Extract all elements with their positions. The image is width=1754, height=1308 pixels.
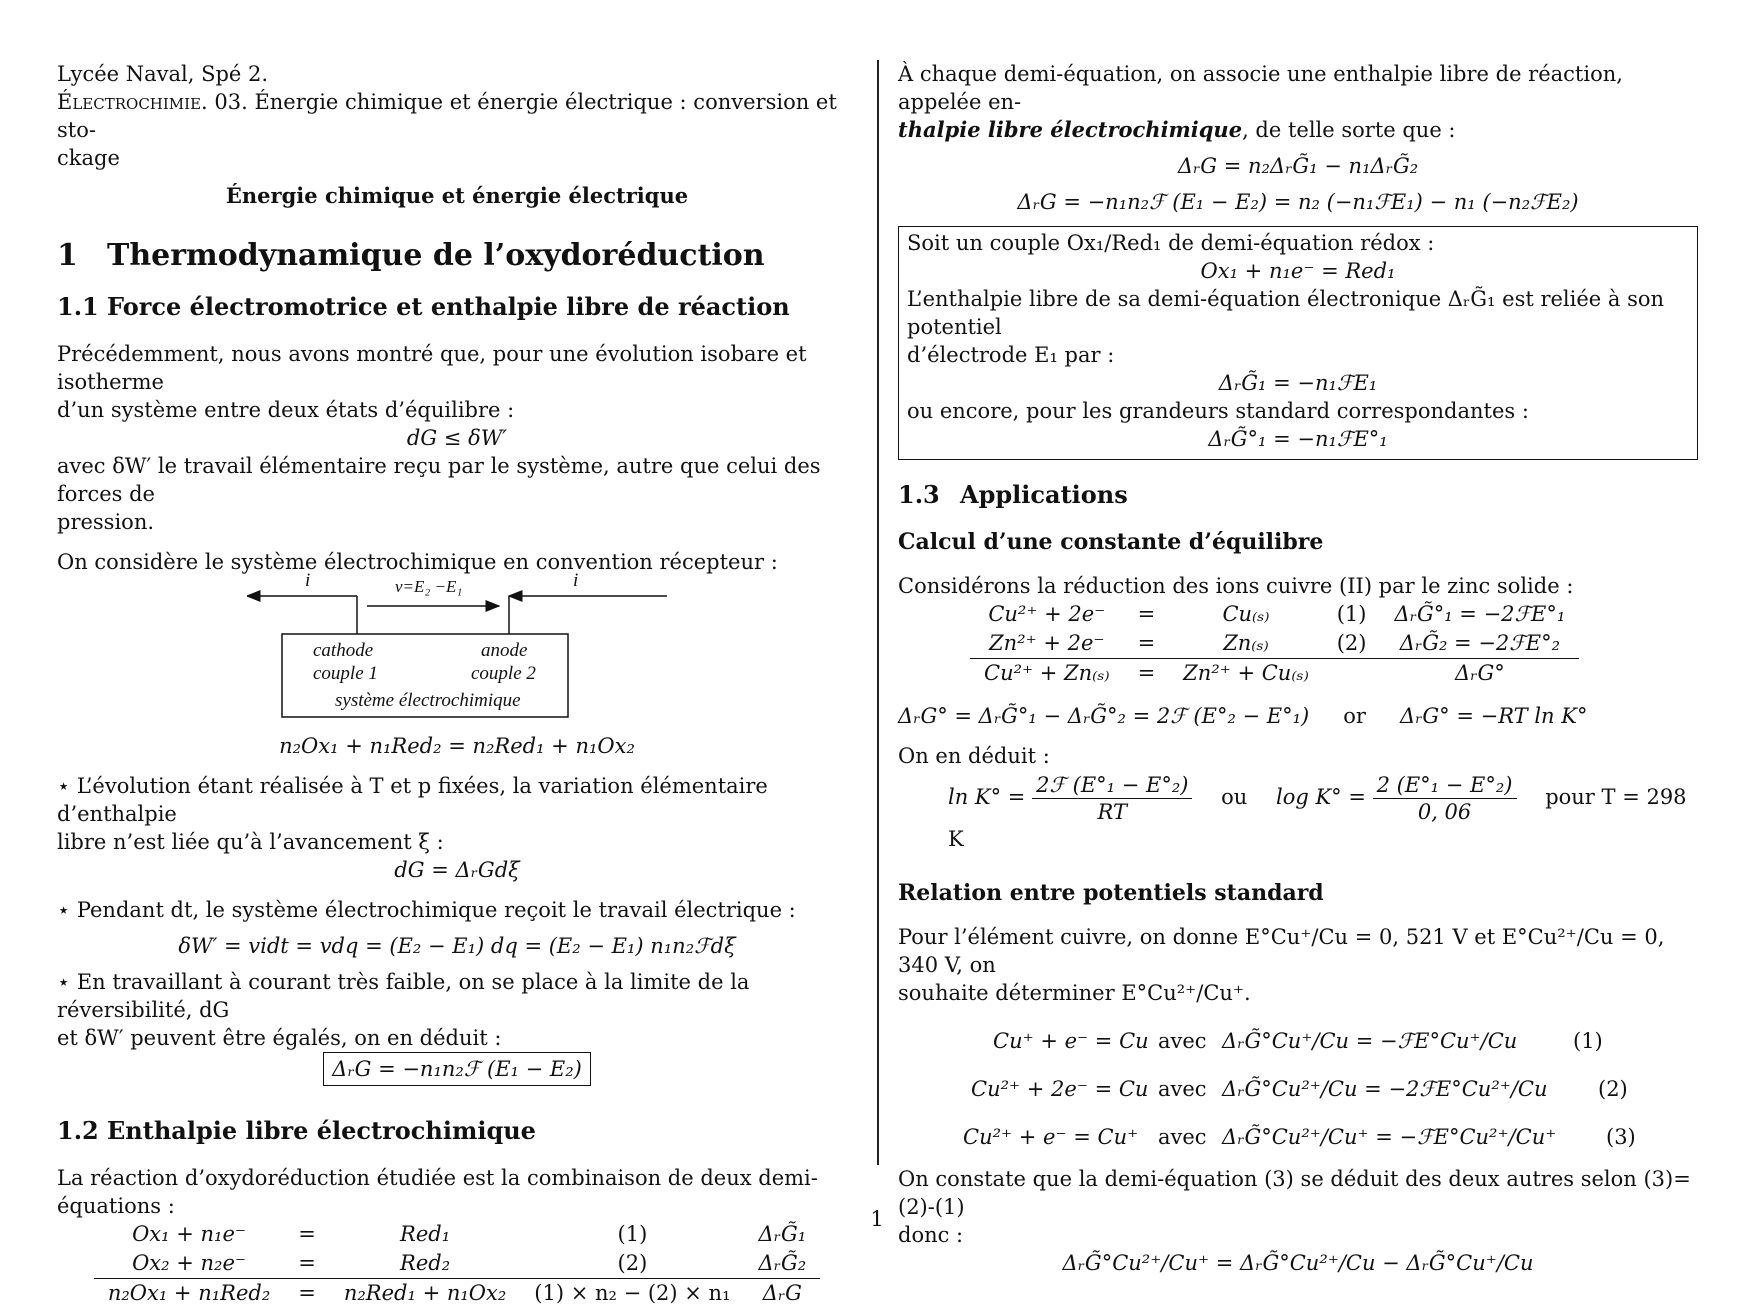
current-label-left: i [305, 570, 310, 592]
cu-eq-2: Cu²⁺ + 2e⁻ = Cu [971, 1075, 1148, 1103]
equation-dG: dG ≤ δW′ [57, 424, 857, 452]
logK-numerator: 2 (E°₁ − E°₂) [1373, 772, 1517, 799]
subsection-potentials: Relation entre potentiels standard [898, 879, 1698, 907]
bullet-3-line-2: et δW′ peuvent être égalés, on en déduit : [57, 1024, 857, 1052]
box-equation: ΔᵣG̃₁ = −n₁ℱE₁ [907, 369, 1689, 397]
equation-r2: ΔᵣG = −n₁n₂ℱ (E₁ − E₂) = n₂ (−n₁ℱE₁) − n₁ (−n₂ℱE₂) [898, 188, 1698, 216]
table-cell: ΔᵣG̃₁ [745, 1220, 821, 1249]
cu-eq-3-number: (3) [1606, 1123, 1636, 1151]
right-column [898, 60, 1698, 1277]
table-row [970, 629, 1579, 659]
table-cell: ΔᵣG [745, 1279, 821, 1308]
table-cell: = [1124, 600, 1170, 629]
box-line: Soit un couple Ox₁/Red₁ de demi-équation rédox : [907, 229, 1689, 257]
intro-right-line-2 [898, 116, 1698, 144]
logK-denominator: 0, 06 [1373, 799, 1517, 825]
half-equation-table [94, 1220, 820, 1308]
table-cell: (1) × n₂ − (2) × n₁ [520, 1279, 744, 1308]
deduit-label: On en déduit : [898, 742, 1698, 770]
table-cell: n₂Red₁ + n₁Ox₂ [330, 1279, 520, 1308]
current-label-right: i [573, 570, 578, 592]
section-number: 1 [57, 238, 107, 274]
cu-eq-2-number: (2) [1598, 1075, 1628, 1103]
box-equation: Ox₁ + n₁e⁻ = Red₁ [907, 257, 1689, 285]
table-cell: = [1124, 659, 1170, 689]
table-cell: (2) [520, 1249, 744, 1279]
cu-eq-2-g: ΔᵣG̃°Cu²⁺/Cu = −2ℱE°Cu²⁺/Cu [1222, 1075, 1548, 1103]
lnK-denominator: RT [1032, 799, 1192, 825]
table-cell: Zn²⁺ + Cu₍ₛ₎ [1169, 659, 1323, 689]
relation-line-2: souhaite déterminer E°Cu²⁺/Cu⁺. [898, 979, 1698, 1007]
table-row [94, 1279, 820, 1308]
table-cell: ΔᵣG̃₂ = −2ℱE°₂ [1380, 629, 1579, 659]
table-cell: ΔᵣG̃°₁ = −2ℱE°₁ [1380, 600, 1579, 629]
avec-line-2: pression. [57, 508, 857, 536]
couple-1-label: couple 1 [313, 663, 378, 685]
table-cell: Ox₂ + n₂e⁻ [94, 1249, 284, 1279]
avec-line-1: avec δW′ le travail élémentaire reçu par le système, autre que celui des forces de [57, 452, 857, 508]
table-cell: Red₂ [330, 1249, 520, 1279]
column-divider [877, 60, 879, 1165]
table-cell: n₂Ox₁ + n₁Red₂ [94, 1279, 284, 1308]
intro-right-line-1: À chaque demi-équation, on associe une enthalpie libre de réaction, appelée en- [898, 60, 1698, 116]
definition-box [898, 226, 1698, 460]
section-number: 1.2 [57, 1116, 107, 1146]
table-cell: = [284, 1279, 330, 1308]
section-title: Enthalpie libre électrochimique [107, 1116, 536, 1145]
lnK-numerator: 2ℱ (E°₁ − E°₂) [1032, 772, 1192, 799]
table-row [94, 1249, 820, 1279]
intro-line-2: d’un système entre deux états d’équilibre : [57, 396, 857, 424]
equation-dW: δW′ = vidt = vdq = (E₂ − E₁) dq = (E₂ − E₁) n₁n₂ℱdξ [57, 932, 857, 960]
avec-label: avec [1158, 1123, 1207, 1151]
ou-label: ou [1221, 785, 1247, 809]
header-chapter-wrap: ckage [57, 144, 857, 172]
box-equation: ΔᵣG̃°₁ = −n₁ℱE°₁ [907, 425, 1689, 453]
intro-right-rest: , de telle sorte que : [1242, 118, 1455, 142]
table-cell [1323, 659, 1381, 689]
section-number: 1.1 [57, 292, 107, 322]
or-label: or [1343, 704, 1366, 728]
lnK-lhs: ln K° = [948, 785, 1025, 809]
section-title: Thermodynamique de l’oxydoréduction [107, 238, 765, 273]
cu-eq-1-g: ΔᵣG̃°Cu⁺/Cu = −ℱE°Cu⁺/Cu [1222, 1027, 1517, 1055]
table-cell: ΔᵣG̃₂ [745, 1249, 821, 1279]
table-cell: (2) [1323, 629, 1381, 659]
copper-equations [898, 1015, 1698, 1165]
page-number: 1 [0, 1205, 1754, 1233]
lnK-fraction [1032, 772, 1192, 825]
pour-label: pour T = 298 K [948, 785, 1687, 851]
table-cell: = [1124, 629, 1170, 659]
table-cell: = [284, 1220, 330, 1249]
electrochemical-diagram [247, 576, 667, 726]
section-1-3-heading [898, 480, 1698, 510]
equation-dg0-line [898, 702, 1698, 730]
table-cell: = [284, 1249, 330, 1279]
subsection-equilibrium: Calcul d’une constante d’équilibre [898, 528, 1698, 556]
cu-eq-3-g: ΔᵣG̃°Cu²⁺/Cu⁺ = −ℱE°Cu²⁺/Cu⁺ [1222, 1123, 1556, 1151]
box-line: ou encore, pour les grandeurs standard correspondantes : [907, 397, 1689, 425]
document-title: Énergie chimique et énergie électrique [57, 182, 857, 210]
table-cell: Red₁ [330, 1220, 520, 1249]
voltage-label: v=E₂ −E₁ [395, 576, 462, 598]
section-title: Applications [960, 480, 1128, 509]
box-line: L’enthalpie libre de sa demi-équation électronique ΔᵣG̃₁ est reliée à son potentiel [907, 285, 1689, 341]
cu-eq-1-number: (1) [1573, 1027, 1603, 1055]
table-cell: Zn²⁺ + 2e⁻ [970, 629, 1124, 659]
intro-line-1: Précédemment, nous avons montré que, pour une évolution isobare et isotherme [57, 340, 857, 396]
table-row [970, 659, 1579, 689]
cu-eq-1: Cu⁺ + e⁻ = Cu [993, 1027, 1149, 1055]
bullet-1-line-2: libre n’est liée qu’à l’avancement ξ : [57, 828, 857, 856]
equation-reaction: n₂Ox₁ + n₁Red₂ = n₂Red₁ + n₁Ox₂ [57, 732, 857, 760]
section-number: 1.3 [898, 480, 960, 510]
equation-r1: ΔᵣG = n₂ΔᵣG̃₁ − n₁ΔᵣG̃₂ [898, 152, 1698, 180]
chapter-label: Électrochimie [57, 90, 201, 114]
cu-eq-3: Cu²⁺ + e⁻ = Cu⁺ [963, 1123, 1138, 1151]
table-cell: Cu²⁺ + 2e⁻ [970, 600, 1124, 629]
equation-dG-xi: dG = ΔᵣGdξ [57, 856, 857, 884]
relation-line-1: Pour l’élément cuivre, on donne E°Cu⁺/Cu = 0, 521 V et E°Cu²⁺/Cu = 0, 340 V, on [898, 923, 1698, 979]
table-cell: Cu²⁺ + Zn₍ₛ₎ [970, 659, 1124, 689]
equation-final: ΔᵣG̃°Cu²⁺/Cu⁺ = ΔᵣG̃°Cu²⁺/Cu − ΔᵣG̃°Cu⁺/Cu [898, 1249, 1698, 1277]
couple-2-label: couple 2 [471, 663, 536, 685]
box-line: d’électrode E₁ par : [907, 341, 1689, 369]
avec-label: avec [1158, 1027, 1207, 1055]
left-column [57, 60, 857, 1308]
header-chapter [57, 88, 857, 144]
chapter-rest: . 03. Énergie chimique et énergie électrique : conversion et sto- [57, 90, 837, 142]
equilibrium-constants-line [948, 772, 1698, 853]
table-cell: Ox₁ + n₁e⁻ [94, 1220, 284, 1249]
cu-zn-text: Considérons la réduction des ions cuivre (II) par le zinc solide : [898, 572, 1698, 600]
table-cell: (1) [520, 1220, 744, 1249]
section-title: Force électromotrice et enthalpie libre de réaction [107, 292, 790, 321]
bullet-2: ⋆ Pendant dt, le système électrochimique reçoit le travail électrique : [57, 896, 857, 924]
cathode-label: cathode [313, 640, 373, 662]
header-school: Lycée Naval, Spé 2. [57, 60, 857, 88]
table-row [970, 600, 1579, 629]
table-cell: Cu₍ₛ₎ [1169, 600, 1323, 629]
anode-label: anode [481, 640, 527, 662]
system-label: système électrochimique [335, 690, 521, 712]
section-1-heading [57, 238, 857, 274]
equation-dg0b: ΔᵣG° = −RT ln K° [1400, 704, 1588, 728]
logK-lhs: log K° = [1276, 785, 1366, 809]
term-enthalpie: thalpie libre électrochimique [898, 117, 1242, 142]
section-1-2-heading [57, 1116, 857, 1146]
section-1-2-text: La réaction d’oxydoréduction étudiée est la combinaison de deux demi-équations : [57, 1164, 857, 1220]
table-cell: Zn₍ₛ₎ [1169, 629, 1323, 659]
logK-fraction [1373, 772, 1517, 825]
avec-label: avec [1158, 1075, 1207, 1103]
bullet-3-line-1: ⋆ En travaillant à courant très faible, on se place à la limite de la réversibilité, dG [57, 968, 857, 1024]
boxed-equation: ΔᵣG = −n₁n₂ℱ (E₁ − E₂) [323, 1052, 591, 1086]
constate-line-2: donc : [898, 1221, 1698, 1249]
consider-line: On considère le système électrochimique en convention récepteur : [57, 548, 857, 576]
equation-dg0: ΔᵣG° = ΔᵣG̃°₁ − ΔᵣG̃°₂ = 2ℱ (E°₂ − E°₁) [898, 704, 1309, 728]
section-1-1-heading [57, 292, 857, 322]
constate-line-1: On constate que la demi-équation (3) se déduit des deux autres selon (3)=(2)-(1) [898, 1165, 1698, 1221]
bullet-1-line-1: ⋆ L’évolution étant réalisée à T et p fixées, la variation élémentaire d’enthalpie [57, 772, 857, 828]
boxed-equation-wrap [57, 1052, 857, 1086]
table-cell: (1) [1323, 600, 1381, 629]
cu-zn-table [970, 600, 1579, 688]
table-cell: ΔᵣG° [1380, 659, 1579, 689]
